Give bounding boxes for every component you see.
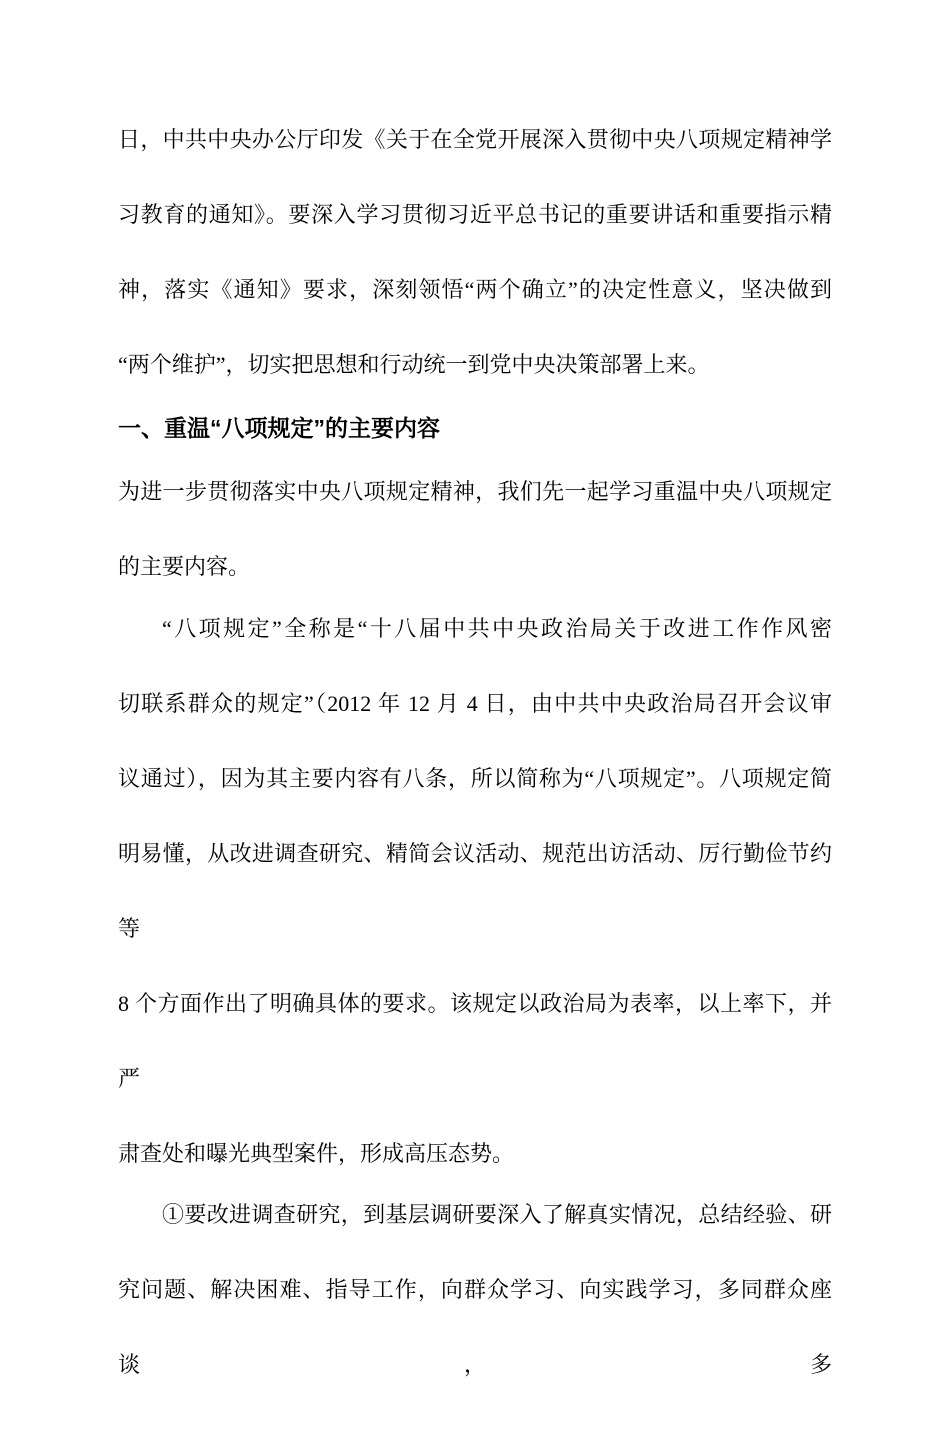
text-line: 议通过），因为其主要内容有八条，所以简称为“八项规定”。八项规定简 bbox=[118, 766, 832, 791]
text-line: 究问题、解决困难、指导工作，向群众学习、向实践学习，多同群众座谈，多 bbox=[118, 1277, 832, 1377]
paragraph-point-1 bbox=[118, 1177, 832, 1402]
text-line: 日，中共中央办公厅印发《关于在全党开展深入贯彻中央八项规定精神学 bbox=[118, 127, 832, 152]
section-heading-1: 一、重温“八项规定”的主要内容 bbox=[118, 415, 440, 441]
text-line: 习教育的通知》。要深入学习贯彻习近平总书记的重要讲话和重要指示精 bbox=[118, 202, 832, 227]
text-line: 神，落实《通知》要求，深刻领悟“两个确立”的决定性意义，坚决做到 bbox=[118, 277, 832, 302]
text-line: 明易懂，从改进调查研究、精简会议活动、规范出访活动、厉行勤俭节约等 bbox=[118, 841, 832, 941]
text-line: “八项规定”全称是“十八届中共中央政治局关于改进工作作风密 bbox=[162, 616, 832, 641]
paragraph-overview bbox=[118, 454, 832, 604]
text-line: “两个维护”，切实把思想和行动统一到党中央决策部署上来。 bbox=[118, 352, 710, 377]
text-line: 的主要内容。 bbox=[118, 554, 251, 579]
paragraph-intro-continued bbox=[118, 102, 832, 402]
text-line: 为进一步贯彻落实中央八项规定精神，我们先一起学习重温中央八项规定 bbox=[118, 479, 832, 504]
text-line: 肃查处和曝光典型案件，形成高压态势。 bbox=[118, 1141, 515, 1166]
text-line: ①要改进调查研究，到基层调研要深入了解真实情况，总结经验、研 bbox=[162, 1202, 832, 1227]
text-line: 8 个方面作出了明确具体的要求。该规定以政治局为表率，以上率下，并严 bbox=[118, 991, 832, 1091]
text-line: 切联系群众的规定”（2012 年 12 月 4 日，由中共中央政治局召开会议审 bbox=[118, 691, 832, 716]
paragraph-definition bbox=[118, 591, 832, 1191]
